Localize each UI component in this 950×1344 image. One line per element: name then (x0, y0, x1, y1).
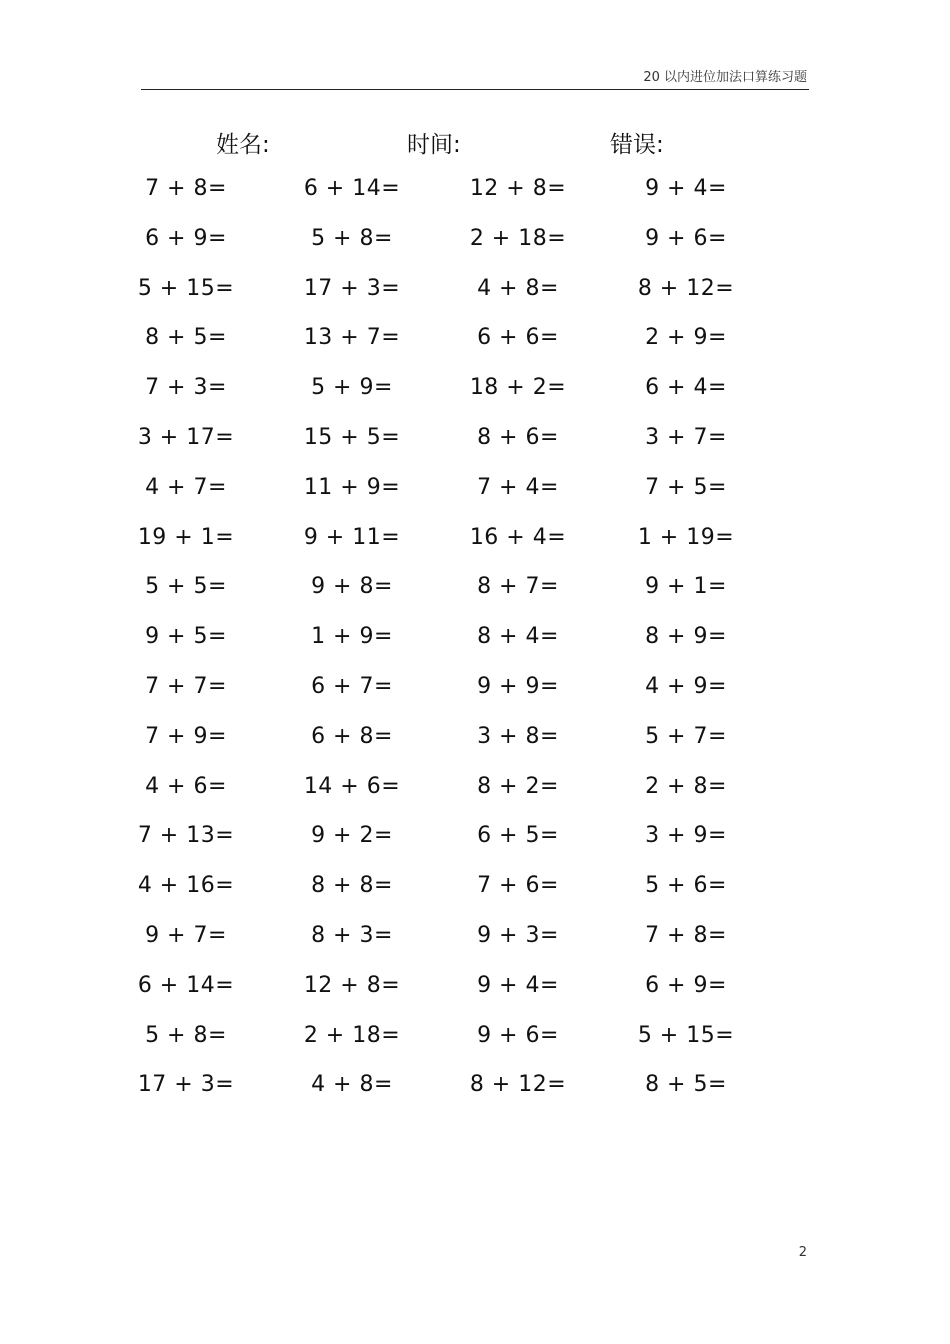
problem-item: 8 + 8= (311, 873, 393, 899)
problem-item: 7 + 8= (645, 923, 727, 948)
problem-item: 5 + 15= (137, 275, 235, 301)
problem-item: 8 + 5= (145, 325, 227, 351)
problem-item: 2 + 18= (469, 225, 567, 251)
problem-item: 12 + 8= (303, 972, 401, 998)
problem-item: 19 + 1= (137, 524, 235, 550)
problem-item: 8 + 3= (311, 923, 393, 948)
problem-item: 11 + 9= (303, 474, 401, 500)
problem-item: 9 + 3= (477, 923, 559, 948)
problem-item: 6 + 7= (311, 674, 393, 699)
problem-item: 8 + 2= (477, 773, 559, 799)
problem-item: 6 + 9= (145, 225, 227, 251)
problem-item: 2 + 9= (645, 325, 727, 351)
problem-item: 8 + 4= (477, 624, 559, 650)
problem-item: 3 + 9= (645, 823, 727, 849)
problem-item: 7 + 7= (145, 674, 227, 699)
problem-item: 8 + 12= (637, 275, 735, 301)
problem-item: 6 + 14= (137, 972, 235, 998)
problem-item: 9 + 5= (145, 624, 227, 650)
problem-item: 12 + 8= (469, 176, 567, 201)
problem-item: 4 + 6= (145, 773, 227, 799)
problem-item: 9 + 7= (145, 923, 227, 948)
problem-item: 8 + 12= (469, 1072, 567, 1098)
problem-item: 9 + 4= (645, 176, 727, 201)
header-title: 20 以内进位加法口算练习题 (643, 70, 807, 85)
problem-item: 2 + 18= (303, 1022, 401, 1048)
problem-item: 7 + 3= (145, 375, 227, 401)
problem-item: 4 + 8= (311, 1072, 393, 1098)
problem-item: 7 + 8= (145, 176, 227, 201)
problem-item: 5 + 7= (645, 723, 727, 749)
problem-item: 17 + 3= (137, 1072, 235, 1098)
problem-item: 9 + 6= (477, 1022, 559, 1048)
problem-item: 8 + 6= (477, 425, 559, 450)
problem-item: 9 + 1= (645, 574, 727, 600)
name-label: 姓名: (216, 132, 270, 158)
problem-item: 4 + 7= (145, 474, 227, 500)
problem-item: 2 + 8= (645, 773, 727, 799)
problem-item: 6 + 9= (645, 972, 727, 998)
problem-item: 9 + 2= (311, 823, 393, 849)
problem-item: 5 + 6= (645, 873, 727, 899)
problem-item: 9 + 11= (303, 524, 401, 550)
problem-item: 7 + 5= (645, 474, 727, 500)
problem-item: 3 + 7= (645, 425, 727, 450)
problem-item: 9 + 9= (477, 674, 559, 699)
problem-item: 5 + 5= (145, 574, 227, 600)
time-label: 时间: (407, 132, 461, 158)
problem-item: 14 + 6= (303, 773, 401, 799)
problem-item: 9 + 8= (311, 574, 393, 600)
problem-item: 8 + 5= (645, 1072, 727, 1098)
problem-item: 7 + 6= (477, 873, 559, 899)
problem-item: 1 + 19= (637, 524, 735, 550)
problem-item: 5 + 15= (637, 1022, 735, 1048)
problem-item: 6 + 14= (303, 176, 401, 201)
problem-item: 6 + 6= (477, 325, 559, 351)
problem-item: 4 + 9= (645, 674, 727, 699)
problem-item: 4 + 16= (137, 873, 235, 899)
problem-item: 1 + 9= (311, 624, 393, 650)
problem-item: 9 + 6= (645, 225, 727, 251)
problem-item: 3 + 8= (477, 723, 559, 749)
page-number: 2 (798, 1245, 807, 1260)
problem-item: 18 + 2= (469, 375, 567, 401)
problem-item: 9 + 4= (477, 972, 559, 998)
problem-item: 6 + 4= (645, 375, 727, 401)
problem-item: 3 + 17= (137, 425, 235, 450)
errors-label: 错误: (610, 132, 664, 158)
problem-item: 8 + 9= (645, 624, 727, 650)
problem-item: 7 + 9= (145, 723, 227, 749)
problem-item: 7 + 4= (477, 474, 559, 500)
problem-item: 5 + 9= (311, 375, 393, 401)
problem-item: 17 + 3= (303, 275, 401, 301)
problem-item: 4 + 8= (477, 275, 559, 301)
problem-item: 16 + 4= (469, 524, 567, 550)
problem-item: 8 + 7= (477, 574, 559, 600)
problem-item: 6 + 5= (477, 823, 559, 849)
problem-item: 5 + 8= (311, 225, 393, 251)
problem-item: 13 + 7= (303, 325, 401, 351)
problem-item: 5 + 8= (145, 1022, 227, 1048)
problem-item: 15 + 5= (303, 425, 401, 450)
problem-item: 6 + 8= (311, 723, 393, 749)
problem-item: 7 + 13= (137, 823, 235, 849)
header-rule (141, 89, 809, 90)
